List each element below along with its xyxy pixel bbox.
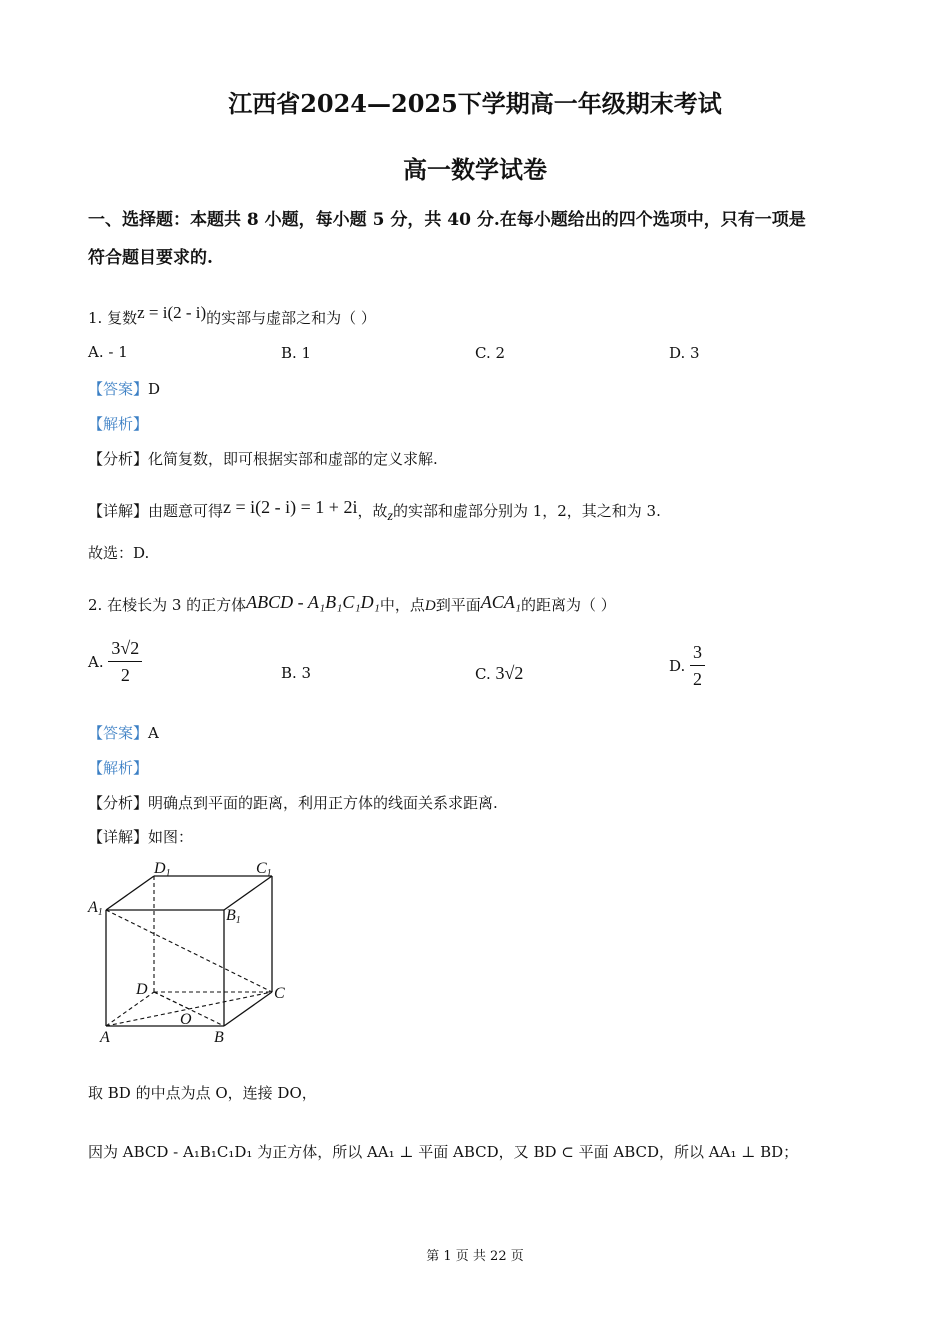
- q1-option-d: D. 3: [669, 344, 700, 362]
- q2-take-midpoint: 取 BD 的中点为点 O，连接 DO，: [88, 1084, 317, 1102]
- page-footer: 第 1 页 共 22 页: [426, 1249, 524, 1264]
- q2-opt-c-value: 3√2: [495, 663, 524, 683]
- fenxi-tag: 【分析】: [88, 450, 149, 468]
- q2-answer: [88, 726, 159, 741]
- edge-bc: [224, 992, 272, 1026]
- q2-opt-a-fraction: [108, 638, 142, 686]
- q2-because: 因为 ABCD - A₁B₁C₁D₁ 为正方体，所以 AA₁ ⊥ 平面 ABCD，又 BD ⊂ 平面 ABCD，所以 AA₁ ⊥ BD；: [88, 1143, 799, 1161]
- q1-answer: [88, 382, 160, 397]
- q1-stem: [88, 304, 376, 326]
- exam-title: 江西省2024—2025下学期高一年级期末考试: [228, 89, 722, 118]
- edge-a1d1: [106, 876, 154, 910]
- q2-xiangjie-text: 如图：: [148, 828, 194, 846]
- q1-xj-post: 的实部和虚部分别为 1，2，其之和为 3.: [392, 502, 661, 520]
- q2-cube: ABCD - A₁B₁C₁D₁: [246, 592, 380, 612]
- q1-xj-mid: ，故: [357, 502, 388, 520]
- q2-opt-d-num: 3: [690, 642, 705, 666]
- label-c: C: [274, 985, 285, 1002]
- xiangjie-tag: 【详解】: [88, 828, 149, 846]
- q2-analysis-tag: 【解析】: [88, 759, 149, 777]
- q2-fenxi: [88, 796, 498, 811]
- label-b1: B1: [226, 907, 241, 926]
- label-a1: A1: [88, 899, 103, 918]
- q1-fenxi-text: 化简复数，即可根据实部和虚部的定义求解.: [148, 450, 438, 468]
- edge-b1c1: [224, 876, 272, 910]
- q1-xj-z: z: [387, 509, 393, 524]
- q2-opt-a-den: 2: [120, 665, 130, 685]
- q2-option-d: [669, 642, 705, 690]
- q2-stem: [88, 593, 616, 614]
- answer-tag: 【答案】: [88, 724, 149, 742]
- q2-fenxi-text: 明确点到平面的距离，利用正方体的线面关系求距离.: [148, 794, 498, 812]
- q2-opt-d-den: 2: [693, 669, 703, 689]
- q2-opt-a-num: 3√2: [108, 638, 142, 662]
- q1-analysis-tag: 【解析】: [88, 415, 149, 433]
- diag-a1c: [106, 910, 272, 992]
- q2-opt-d-fraction: [690, 642, 705, 690]
- q2-number: 2. 在棱长为 3 的正方体: [88, 596, 247, 614]
- q1-fenxi: [88, 452, 438, 467]
- cube-figure: [84, 852, 314, 1052]
- q1-option-a: A. - 1: [88, 343, 128, 361]
- q1-expr: z = i(2 - i): [137, 303, 207, 322]
- q1-option-b: B. 1: [281, 344, 312, 362]
- label-b: B: [214, 1029, 224, 1046]
- q2-opt-a-label: A.: [88, 653, 104, 671]
- q1-tail: 的实部与虚部之和为（ ）: [206, 309, 376, 327]
- label-d1: D1: [154, 860, 171, 879]
- q2-point-d: D: [424, 598, 436, 614]
- label-a: A: [100, 1029, 110, 1046]
- q1-number: 1. 复数: [88, 309, 138, 327]
- q2-option-a: [88, 638, 142, 686]
- q2-option-c: [475, 664, 523, 682]
- q2-opt-c-label: C.: [475, 665, 491, 683]
- q2-mid2: 到平面: [435, 596, 481, 614]
- paper-subtitle: 高一数学试卷: [403, 155, 547, 184]
- q1-answer-value: D: [148, 380, 161, 398]
- section-heading-line1: 一、选择题：本题共 8 小题，每小题 5 分，共 40 分.在每小题给出的四个选项中，只有一项是: [88, 210, 806, 230]
- q1-xj-expr: z = i(2 - i) = 1 + 2i: [223, 497, 358, 517]
- fenxi-tag: 【分析】: [88, 794, 149, 812]
- q1-xiangjie: [88, 498, 661, 524]
- q2-answer-value: A: [148, 724, 159, 742]
- q1-option-c: C. 2: [475, 344, 506, 362]
- answer-tag: 【答案】: [88, 380, 149, 398]
- q2-xiangjie: [88, 830, 193, 845]
- label-c1: C1: [256, 860, 272, 879]
- q1-xj-pre: 由题意可得: [148, 502, 224, 520]
- seg-do: [154, 992, 189, 1009]
- q2-plane: ACA₁: [480, 592, 522, 612]
- q2-opt-d-label: D.: [669, 657, 686, 675]
- q2-mid1: 中，点: [379, 596, 425, 614]
- q2-tail: 的距离为（ ）: [521, 596, 616, 614]
- label-o: O: [180, 1011, 192, 1028]
- label-d: D: [136, 981, 148, 998]
- xiangjie-tag: 【详解】: [88, 502, 149, 520]
- q2-option-b: B. 3: [281, 664, 312, 682]
- section-heading-line2: 符合题目要求的.: [88, 248, 213, 268]
- q1-choose: 故选：D.: [88, 544, 150, 562]
